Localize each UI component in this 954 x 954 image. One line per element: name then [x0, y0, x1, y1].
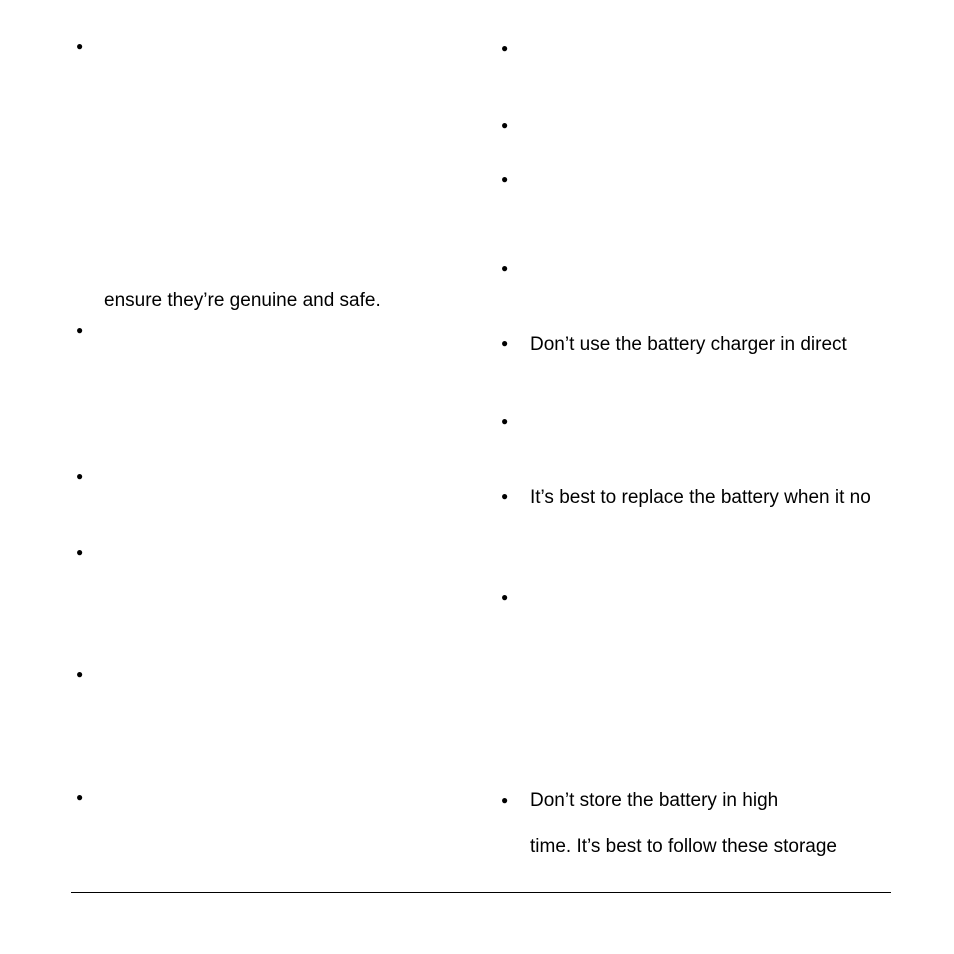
list-bullet: ● [501, 793, 509, 807]
list-bullet: ● [76, 39, 84, 53]
list-bullet: ● [76, 323, 84, 337]
list-item-text: time. It’s best to follow these storage [530, 836, 837, 857]
list-bullet: ● [501, 590, 509, 604]
footer-divider [71, 892, 891, 893]
list-bullet: ● [501, 414, 509, 428]
list-bullet: ● [76, 469, 84, 483]
list-bullet: ● [501, 118, 509, 132]
list-item-text: ensure they’re genuine and safe. [104, 290, 381, 311]
list-bullet: ● [76, 790, 84, 804]
list-bullet: ● [501, 172, 509, 186]
list-item-text: It’s best to replace the battery when it no [530, 487, 871, 508]
list-bullet: ● [76, 667, 84, 681]
list-bullet: ● [501, 489, 509, 503]
list-item-text: Don’t use the battery charger in direct [530, 334, 847, 355]
list-bullet: ● [501, 261, 509, 275]
list-bullet: ● [76, 545, 84, 559]
list-bullet: ● [501, 41, 509, 55]
list-item-text: Don’t store the battery in high [530, 790, 779, 811]
list-bullet: ● [501, 336, 509, 350]
